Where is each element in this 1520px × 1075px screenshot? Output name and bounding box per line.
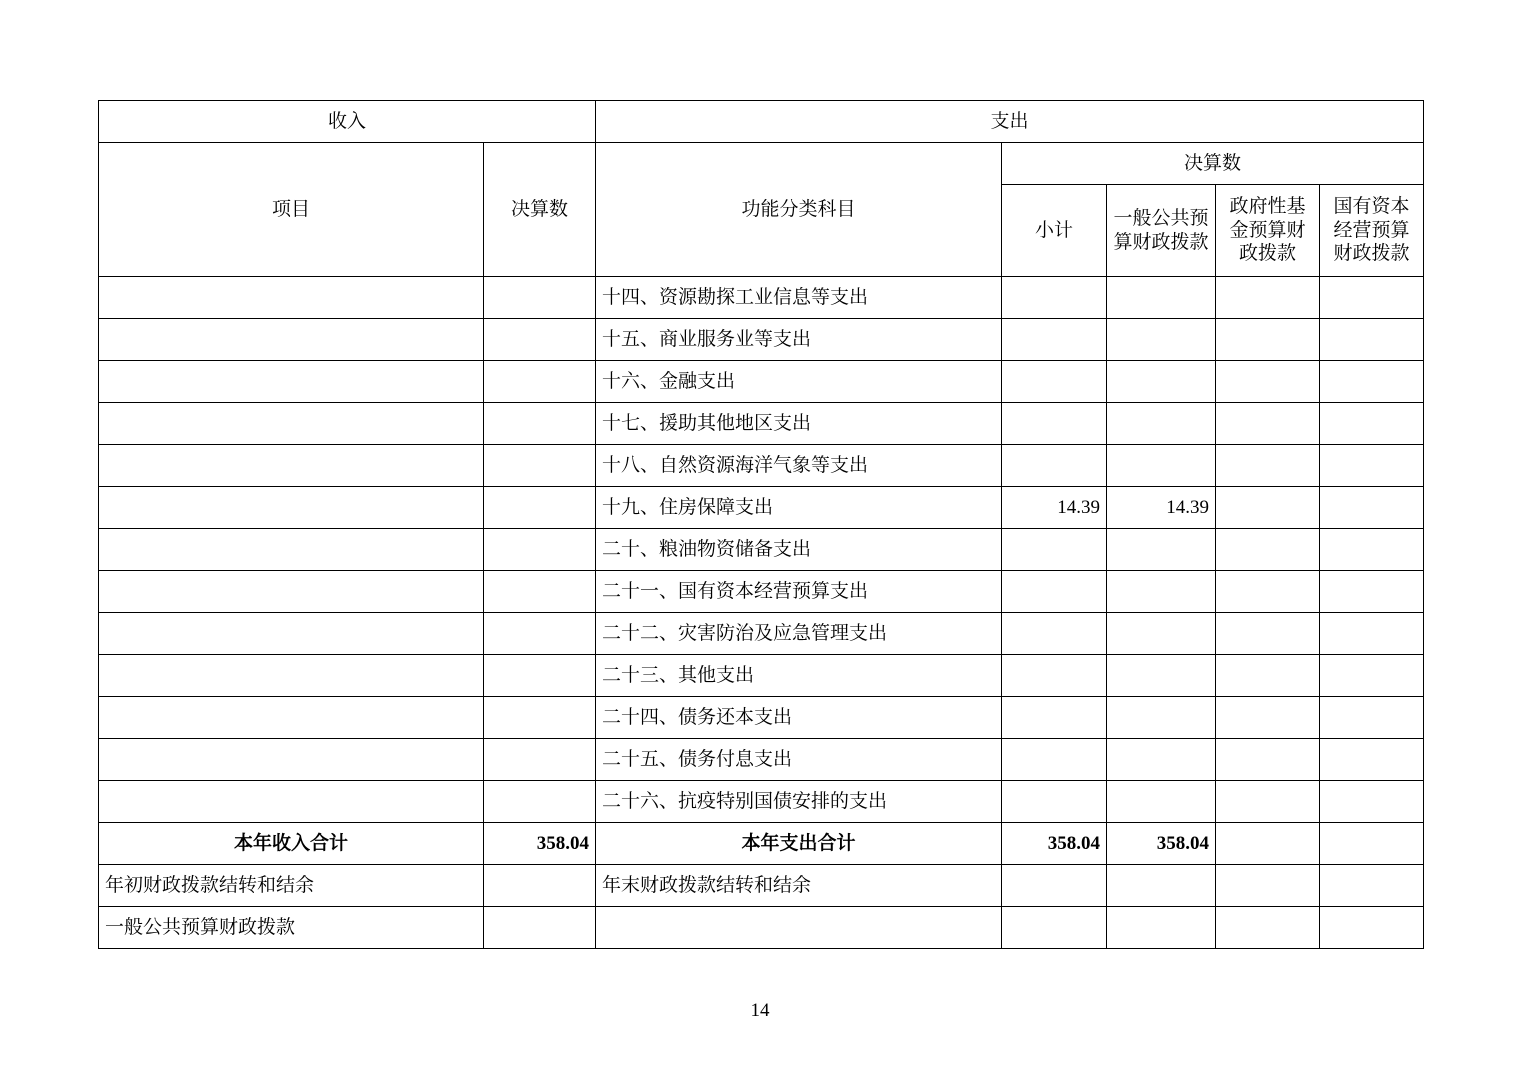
cell-capital xyxy=(1320,529,1424,571)
cell-expense-item: 十七、援助其他地区支出 xyxy=(596,403,1002,445)
cell-subtotal xyxy=(1002,655,1107,697)
cell-income-item xyxy=(99,487,484,529)
cell-expense-item: 二十一、国有资本经营预算支出 xyxy=(596,571,1002,613)
cell-subtotal: 14.39 xyxy=(1002,487,1107,529)
cell-income-value xyxy=(484,655,596,697)
cell-total-capital xyxy=(1320,823,1424,865)
cell-income-item xyxy=(99,529,484,571)
cell-subtotal xyxy=(1002,445,1107,487)
header-general-public-budget: 一般公共预算财政拨款 xyxy=(1107,185,1216,277)
cell-general xyxy=(1107,655,1216,697)
cell-capital xyxy=(1320,487,1424,529)
cell-expense-item: 二十二、灾害防治及应急管理支出 xyxy=(596,613,1002,655)
cell-subtotal xyxy=(1002,529,1107,571)
cell-income-value xyxy=(484,571,596,613)
cell-income-item xyxy=(99,655,484,697)
table-row xyxy=(99,445,1424,487)
cell-capital xyxy=(1320,319,1424,361)
cell-income-value xyxy=(484,445,596,487)
table-header-top xyxy=(99,101,1424,143)
cell-carryover-income-value xyxy=(484,865,596,907)
cell-subtotal xyxy=(1002,697,1107,739)
cell-total-subtotal: 358.04 xyxy=(1002,823,1107,865)
cell-subtotal xyxy=(1002,319,1107,361)
cell-fund xyxy=(1216,445,1320,487)
cell-carryover-capital xyxy=(1320,907,1424,949)
cell-fund xyxy=(1216,403,1320,445)
cell-income-value xyxy=(484,361,596,403)
table-row xyxy=(99,361,1424,403)
cell-carryover-income-label: 一般公共预算财政拨款 xyxy=(99,907,484,949)
cell-carryover-capital xyxy=(1320,865,1424,907)
cell-total-general: 358.04 xyxy=(1107,823,1216,865)
cell-subtotal xyxy=(1002,781,1107,823)
table-row xyxy=(99,655,1424,697)
cell-fund xyxy=(1216,571,1320,613)
cell-fund xyxy=(1216,319,1320,361)
cell-general xyxy=(1107,445,1216,487)
cell-capital xyxy=(1320,571,1424,613)
budget-final-accounts-table xyxy=(98,100,1424,949)
table-header-sub-1 xyxy=(99,143,1424,185)
cell-general xyxy=(1107,361,1216,403)
cell-total-income-label: 本年收入合计 xyxy=(99,823,484,865)
cell-income-item xyxy=(99,445,484,487)
cell-total-income-value: 358.04 xyxy=(484,823,596,865)
cell-income-value xyxy=(484,781,596,823)
cell-income-value xyxy=(484,403,596,445)
page-number: 14 xyxy=(750,1000,770,1021)
cell-capital xyxy=(1320,445,1424,487)
cell-capital xyxy=(1320,697,1424,739)
cell-income-item xyxy=(99,319,484,361)
cell-expense-item: 二十五、债务付息支出 xyxy=(596,739,1002,781)
cell-general xyxy=(1107,697,1216,739)
cell-carryover-fund xyxy=(1216,865,1320,907)
cell-expense-item: 十四、资源勘探工业信息等支出 xyxy=(596,277,1002,319)
cell-general xyxy=(1107,613,1216,655)
table-row xyxy=(99,319,1424,361)
cell-carryover-income-label: 年初财政拨款结转和结余 xyxy=(99,865,484,907)
cell-income-item xyxy=(99,277,484,319)
cell-income-value xyxy=(484,613,596,655)
cell-general xyxy=(1107,571,1216,613)
cell-fund xyxy=(1216,739,1320,781)
cell-expense-item: 二十四、债务还本支出 xyxy=(596,697,1002,739)
cell-expense-item: 十六、金融支出 xyxy=(596,361,1002,403)
cell-total-expense-label: 本年支出合计 xyxy=(596,823,1002,865)
cell-general xyxy=(1107,319,1216,361)
cell-income-item xyxy=(99,781,484,823)
cell-carryover-general xyxy=(1107,907,1216,949)
cell-subtotal xyxy=(1002,361,1107,403)
cell-income-item xyxy=(99,613,484,655)
budget-table-container xyxy=(98,100,1423,949)
cell-expense-item: 十九、住房保障支出 xyxy=(596,487,1002,529)
header-final-account-expenditure: 决算数 xyxy=(1002,143,1424,185)
cell-carryover-subtotal xyxy=(1002,865,1107,907)
cell-carryover-general xyxy=(1107,865,1216,907)
cell-fund xyxy=(1216,487,1320,529)
cell-capital xyxy=(1320,613,1424,655)
table-carryover-row xyxy=(99,907,1424,949)
cell-expense-item: 二十六、抗疫特别国债安排的支出 xyxy=(596,781,1002,823)
table-row xyxy=(99,739,1424,781)
cell-subtotal xyxy=(1002,403,1107,445)
table-row xyxy=(99,529,1424,571)
cell-expense-item: 十八、自然资源海洋气象等支出 xyxy=(596,445,1002,487)
header-item: 项目 xyxy=(99,143,484,277)
cell-fund xyxy=(1216,697,1320,739)
cell-capital xyxy=(1320,403,1424,445)
cell-fund xyxy=(1216,781,1320,823)
header-state-capital-budget: 国有资本经营预算财政拨款 xyxy=(1320,185,1424,277)
cell-expense-item: 十五、商业服务业等支出 xyxy=(596,319,1002,361)
cell-income-value xyxy=(484,277,596,319)
table-carryover-row xyxy=(99,865,1424,907)
cell-income-item xyxy=(99,403,484,445)
cell-general: 14.39 xyxy=(1107,487,1216,529)
cell-capital xyxy=(1320,781,1424,823)
cell-expense-item: 二十三、其他支出 xyxy=(596,655,1002,697)
table-row xyxy=(99,613,1424,655)
cell-carryover-expense-label xyxy=(596,907,1002,949)
cell-subtotal xyxy=(1002,613,1107,655)
header-function-category: 功能分类科目 xyxy=(596,143,1002,277)
cell-fund xyxy=(1216,655,1320,697)
header-government-fund-budget: 政府性基金预算财政拨款 xyxy=(1216,185,1320,277)
cell-capital xyxy=(1320,277,1424,319)
table-row xyxy=(99,571,1424,613)
header-subtotal: 小计 xyxy=(1002,185,1107,277)
cell-income-item xyxy=(99,697,484,739)
table-total-row xyxy=(99,823,1424,865)
cell-subtotal xyxy=(1002,571,1107,613)
cell-subtotal xyxy=(1002,277,1107,319)
cell-fund xyxy=(1216,361,1320,403)
cell-income-item xyxy=(99,361,484,403)
cell-fund xyxy=(1216,613,1320,655)
cell-fund xyxy=(1216,277,1320,319)
cell-total-fund xyxy=(1216,823,1320,865)
table-row xyxy=(99,277,1424,319)
cell-capital xyxy=(1320,361,1424,403)
cell-expense-item: 二十、粮油物资储备支出 xyxy=(596,529,1002,571)
cell-capital xyxy=(1320,655,1424,697)
cell-income-value xyxy=(484,529,596,571)
table-row xyxy=(99,781,1424,823)
cell-fund xyxy=(1216,529,1320,571)
cell-general xyxy=(1107,739,1216,781)
cell-income-item xyxy=(99,739,484,781)
cell-carryover-fund xyxy=(1216,907,1320,949)
table-row xyxy=(99,487,1424,529)
cell-income-item xyxy=(99,571,484,613)
cell-general xyxy=(1107,277,1216,319)
cell-general xyxy=(1107,781,1216,823)
cell-capital xyxy=(1320,739,1424,781)
cell-income-value xyxy=(484,739,596,781)
cell-income-value xyxy=(484,487,596,529)
cell-general xyxy=(1107,529,1216,571)
cell-income-value xyxy=(484,697,596,739)
table-row xyxy=(99,697,1424,739)
cell-subtotal xyxy=(1002,739,1107,781)
cell-income-value xyxy=(484,319,596,361)
header-final-account-income: 决算数 xyxy=(484,143,596,277)
header-expenditure: 支出 xyxy=(596,101,1424,143)
cell-carryover-subtotal xyxy=(1002,907,1107,949)
cell-carryover-expense-label: 年末财政拨款结转和结余 xyxy=(596,865,1002,907)
cell-general xyxy=(1107,403,1216,445)
table-row xyxy=(99,403,1424,445)
cell-carryover-income-value xyxy=(484,907,596,949)
header-income: 收入 xyxy=(99,101,596,143)
